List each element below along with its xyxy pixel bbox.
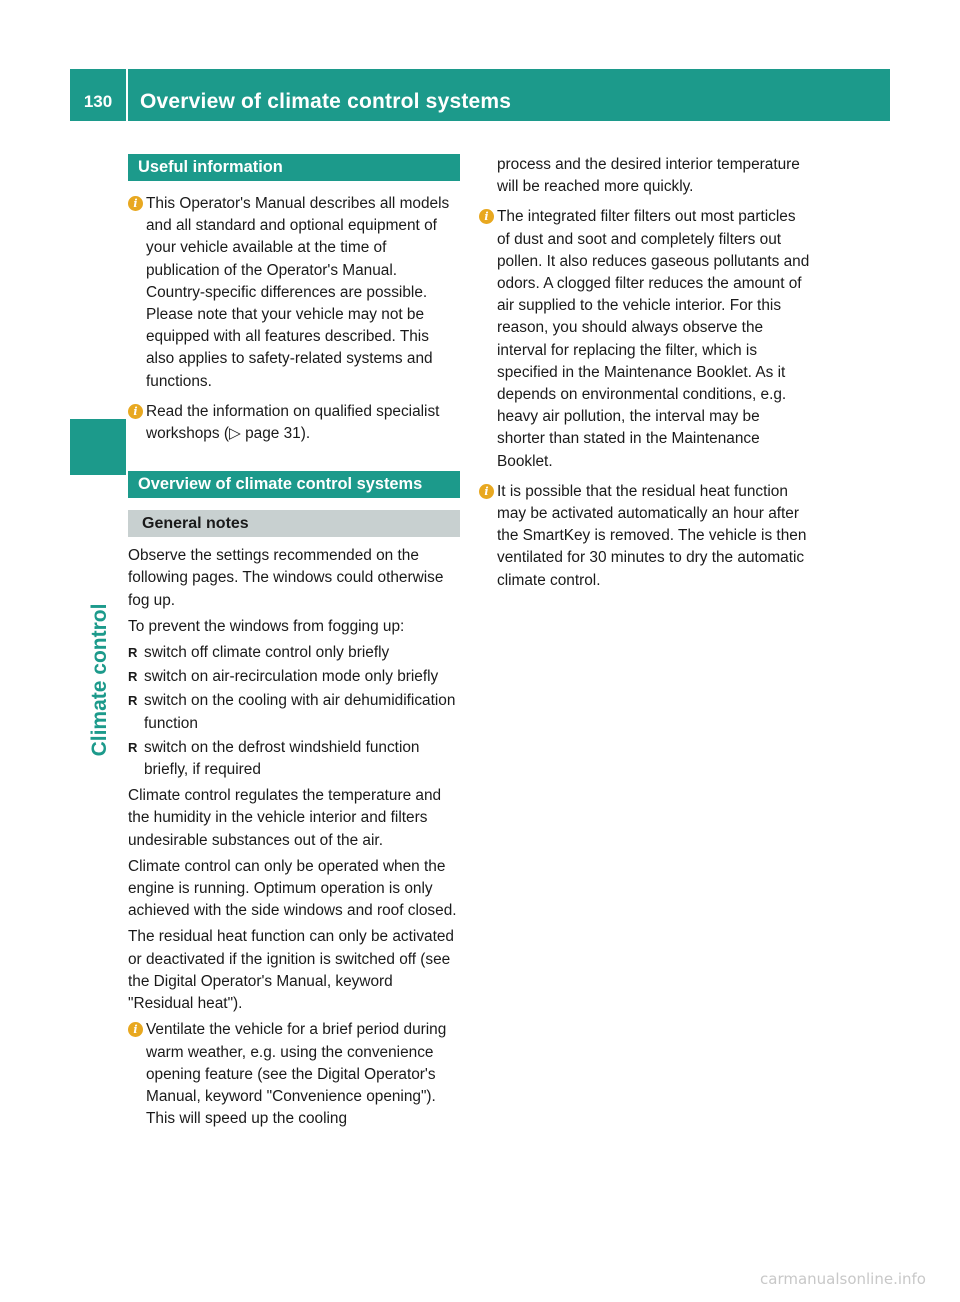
list-item (128, 690, 460, 734)
paragraph: Observe the settings recommended on the following pages. The windows could otherwise fog up. (128, 547, 444, 609)
page-number: 130 (83, 92, 113, 111)
list-item-text: switch on the cooling with air dehumidification function (144, 692, 456, 732)
list-item (128, 737, 460, 781)
info-note (128, 401, 460, 445)
info-icon: i (479, 209, 494, 224)
left-column (128, 154, 460, 1138)
watermark: carmanualsonline.info (760, 1270, 926, 1288)
chapter-label-text: Climate control (88, 603, 111, 757)
bullet-marker: R (128, 739, 138, 755)
info-note-text: The integrated filter filters out most particles of dust and soot and completely filters out pollen. It also reduces gaseous pollutants and odors. A clogged filter reduces the amount of air supplied to the vehicle interior. For this reason, you should always observe the interval for replacing the filter, which is specified in the Maintenance Booklet. As it depends on environmental conditions, e.g. heavy air pollution, the interval may be shorter than stated in the Maintenance Booklet. (497, 208, 810, 470)
section-heading-overview: Overview of climate control systems (128, 471, 460, 498)
right-column (479, 154, 811, 600)
paragraph: Climate control can only be operated when the engine is running. Optimum operation is only achieved with the side windows and roof closed. (128, 857, 457, 920)
bullet-marker: R (128, 669, 138, 685)
list-item-text: switch on the defrost windshield function briefly, if required (144, 738, 420, 779)
info-icon: i (479, 484, 494, 499)
info-icon: i (128, 1022, 143, 1037)
section-heading-useful-information: Useful information (128, 154, 460, 181)
info-note-text: process and the desired interior temperature will be reached more quickly. (497, 156, 800, 196)
bullet-marker: R (128, 645, 138, 661)
paragraph: The residual heat function can only be activated or deactivated if the ignition is switched off (see the Digital Operator's Manual, keyword "Residual heat"). (128, 928, 454, 1013)
bullet-marker: R (128, 693, 138, 709)
info-note-text: Read the information on qualified specialist workshops (▷ page 31). (146, 402, 440, 443)
info-note-continuation (479, 154, 811, 198)
header-divider (126, 69, 128, 121)
subsection-heading-general-notes: General notes (128, 510, 460, 537)
chapter-tab-marker (70, 419, 126, 475)
info-note (479, 481, 811, 592)
list-item-text: switch on air-recirculation mode only briefly (144, 668, 439, 686)
info-note (479, 206, 811, 472)
bullet-list (128, 642, 460, 781)
list-item (128, 642, 460, 664)
list-item (128, 666, 460, 688)
info-note-text: This Operator's Manual describes all models and all standard and optional equipment of your vehicle available at the time of publication of the Operator's Manual. Country-specific differences are possible. Please note that your vehicle may not be equipped with all features described. This also applies to safety-related systems and functions. (146, 195, 450, 390)
paragraph: Climate control regulates the temperature and the humidity in the vehicle interior and filters undesirable substances out of the air. (128, 787, 442, 849)
info-note (128, 193, 460, 393)
info-icon: i (128, 196, 143, 211)
info-icon: i (128, 404, 143, 419)
list-item-text: switch off climate control only briefly (144, 644, 390, 662)
chapter-label (82, 603, 118, 757)
info-note (128, 1019, 460, 1130)
info-note-text: It is possible that the residual heat function may be activated automatically an hour after the SmartKey is removed. The vehicle is then ventilated for 30 minutes to dry the automatic climate control. (497, 482, 807, 589)
paragraph: To prevent the windows from fogging up: (128, 617, 405, 635)
info-note-text: Ventilate the vehicle for a brief period during warm weather, e.g. using the convenience opening feature (see the Digital Operator's Manual, keyword "Convenience opening"). This will speed up the cooling (146, 1021, 447, 1128)
page-title: Overview of climate control systems (140, 90, 512, 113)
